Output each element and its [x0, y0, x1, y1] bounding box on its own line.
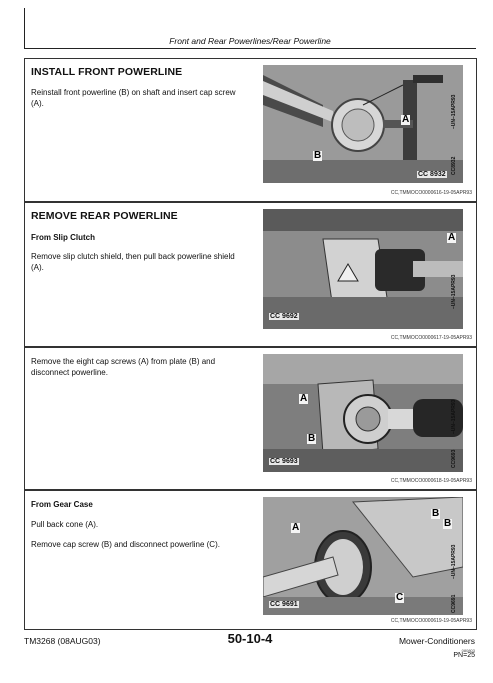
figure-id: CC 9693 — [270, 458, 298, 465]
section-subtitle: From Slip Clutch — [31, 233, 95, 242]
section-title: REMOVE REAR POWERLINE — [31, 210, 178, 222]
figure-cap-screws-drawing — [263, 354, 463, 472]
figure-front-powerline — [263, 65, 463, 183]
footer-product: Mower-Conditioners — [398, 636, 475, 646]
section-remove-cap-screws — [24, 347, 477, 490]
figure-side-code: –UN–15APR93 — [451, 544, 457, 579]
figure-front-powerline-drawing — [263, 65, 463, 183]
callout-a: A — [292, 522, 300, 533]
page-header-title: Front and Rear Powerlines/Rear Powerline — [169, 36, 331, 46]
figure-gear-case — [263, 497, 463, 615]
figure-slip-clutch — [263, 209, 463, 329]
figure-id: CC 9692 — [270, 313, 298, 320]
figure-side-code: –UN–15APR93 — [451, 399, 457, 434]
figure-side-number: CC8932 — [451, 156, 457, 175]
reference-code: CC,TMMOCO0000616-19-05APR93 — [390, 190, 472, 196]
figure-side-code: –UN–15APR93 — [451, 94, 457, 129]
section-subtitle: From Gear Case — [31, 500, 93, 509]
footer-small-code: 080803 — [461, 648, 475, 653]
instruction-text: Remove cap screw (B) and disconnect powerline (C). — [31, 540, 220, 549]
figure-id: CC 8932 — [418, 171, 446, 178]
figure-side-number: CC9691 — [451, 594, 457, 613]
instruction-text: Remove slip clutch shield, then pull back powerline shield (A). — [31, 252, 235, 272]
footer-pn: PN=25 — [453, 652, 475, 659]
callout-b: B — [432, 508, 440, 519]
reference-code: CC,TMMOCO0000619-19-05APR93 — [390, 618, 472, 624]
instruction-text: Pull back cone (A). — [31, 520, 99, 529]
callout-b: B — [308, 433, 316, 444]
callout-a: A — [300, 393, 308, 404]
footer-page-number: 50-10-4 — [227, 631, 273, 646]
figure-side-code: –UN–15APR93 — [451, 274, 457, 309]
callout-a: A — [402, 114, 410, 125]
instruction-text: Remove the eight cap screws (A) from plate (B) and disconnect powerline. — [31, 357, 216, 377]
callout-a: A — [448, 232, 456, 243]
figure-id: CC 9691 — [270, 601, 298, 608]
reference-code: CC,TMMOCO0000617-19-05APR93 — [390, 335, 472, 341]
figure-side-number: CC9693 — [451, 449, 457, 468]
reference-code: CC,TMMOCO0000618-19-05APR93 — [390, 478, 472, 484]
section-install-front-powerline — [24, 58, 477, 202]
section-remove-rear-powerline — [24, 202, 477, 347]
instruction-text: Reinstall front powerline (B) on shaft and insert cap screw (A). — [31, 88, 236, 108]
callout-c: C — [396, 592, 404, 603]
figure-slip-clutch-drawing — [263, 209, 463, 329]
header-rule — [24, 48, 476, 49]
footer-manual-id: TM3268 (08AUG03) — [24, 636, 101, 646]
callout-b: B — [314, 150, 322, 161]
callout-b: B — [444, 518, 452, 529]
figure-cap-screws — [263, 354, 463, 472]
section-from-gear-case — [24, 490, 477, 630]
section-title: INSTALL FRONT POWERLINE — [31, 66, 183, 78]
